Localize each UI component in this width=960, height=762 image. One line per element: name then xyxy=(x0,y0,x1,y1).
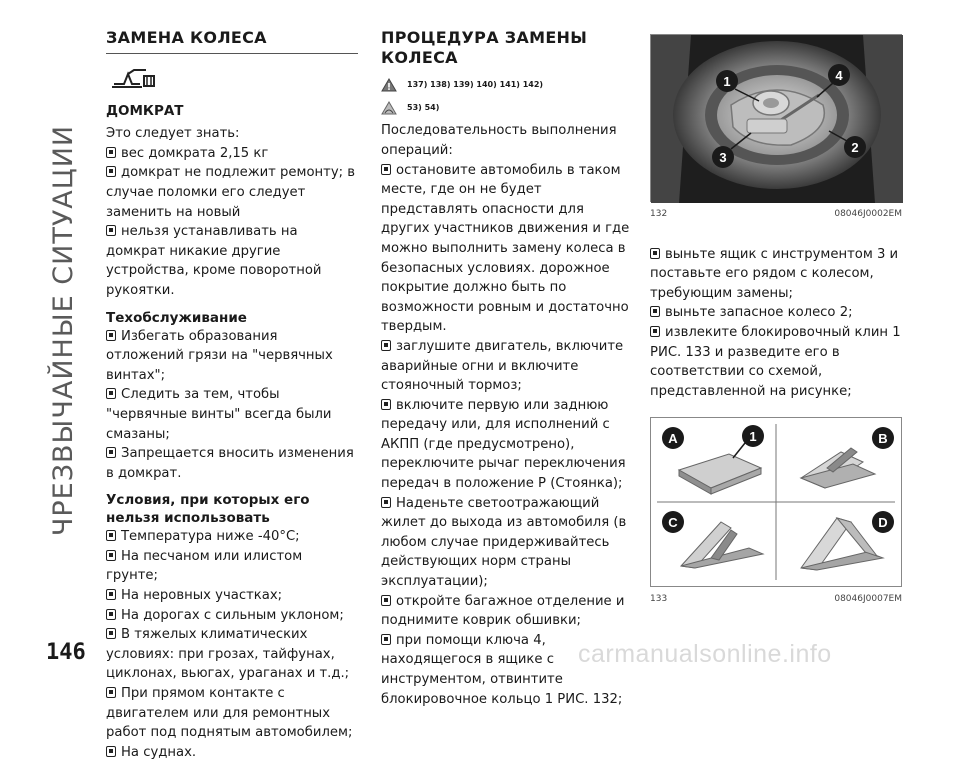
figure-133-caption xyxy=(650,590,902,610)
service-title: Техобслуживание xyxy=(106,309,247,326)
bullet-icon xyxy=(381,340,391,351)
bullet-icon xyxy=(381,595,391,606)
list-item: Запрещается вносить изменения в домкрат. xyxy=(106,446,354,481)
section-title-wheel-change: ЗАМЕНА КОЛЕСА xyxy=(106,28,267,47)
list-item: На песчаном или илистом грунте; xyxy=(106,548,303,584)
callout-label: 1 xyxy=(723,74,731,89)
watermark-url: carmanualsonline.info xyxy=(578,640,832,668)
list-item: выньте ящик с инструментом 3 и поставьте его рядом с колесом, требующим замены; xyxy=(650,246,899,301)
warning-triangle-icon xyxy=(381,78,397,92)
figure-code: 08046J0007EM xyxy=(834,594,902,605)
bullet-icon xyxy=(650,306,660,317)
title-divider xyxy=(106,53,358,54)
bullet-icon xyxy=(106,589,116,600)
list-item: При прямом контакте с двигателем или для ремонтных работ под поднятым автомобилем; xyxy=(106,686,353,741)
figure-number: 132 xyxy=(650,209,668,219)
jack-title: ДОМКРАТ xyxy=(106,103,184,120)
caution-triangle-icon xyxy=(381,101,397,115)
jack-intro: Это следует знать: xyxy=(106,126,240,142)
wedge-unfold-illustration xyxy=(651,418,901,586)
bullet-icon xyxy=(106,166,116,177)
bullet-icon xyxy=(106,530,116,541)
list-item: Температура ниже -40°C; xyxy=(106,527,358,547)
figure-number: 133 xyxy=(650,594,668,605)
list-item: откройте багажное отделение и поднимите коврик обшивки; xyxy=(381,593,625,629)
bullet-icon xyxy=(106,746,116,757)
list-item: извлеките блокировочный клин 1 РИС. 133 и разведите его в соответствии со схемой, представленной на рисунке; xyxy=(650,324,901,399)
bullet-icon xyxy=(106,388,116,399)
warning-refs-1: 137) 138) 139) 140) 141) 142) xyxy=(381,75,633,95)
step-label: C xyxy=(668,515,678,531)
callout-label: 4 xyxy=(835,68,843,83)
side-section-label: ЧРЕЗВЫЧАЙНЫЕ СИТУАЦИИ xyxy=(48,124,80,536)
callout-label: 1 xyxy=(749,429,757,445)
list-item: домкрат не подлежит ремонту; в случае поломки его следует заменить на новый xyxy=(106,165,356,220)
page-number: 146 xyxy=(46,640,86,665)
list-item: В тяжелых климатических условиях: при грозах, тайфунах, циклонах, вьюгах, ураганах и т.д.; xyxy=(106,627,350,682)
list-item: нельзя устанавливать на домкрат никакие другие устройства, кроме поворотной рукоятки. xyxy=(106,224,322,298)
bullet-icon xyxy=(106,609,116,620)
list-item: Следить за тем, чтобы "червячные винты" всегда были смазаны; xyxy=(106,387,332,442)
list-item: выньте запасное колесо 2; xyxy=(650,303,902,323)
column-jack xyxy=(106,28,358,762)
list-item: при помощи ключа 4, находящегося в ящике с инструментом, отвинтите блокировочное кольцо 1 РИС. 132; xyxy=(381,632,623,707)
side-section-tab xyxy=(46,20,82,640)
procedure-intro: Последовательность выполнения операций: xyxy=(381,123,617,158)
bullet-icon xyxy=(650,326,660,337)
bullet-icon xyxy=(106,628,116,639)
list-item: Наденьте светоотражающий жилет до выхода из автомобиля (в любом случае придерживайтесь действующих норм страны эксплуатации); xyxy=(381,495,627,590)
bullet-icon xyxy=(381,399,391,410)
list-item: На дорогах с сильным уклоном; xyxy=(106,606,358,626)
bullet-icon xyxy=(106,147,116,158)
bullet-icon xyxy=(106,447,116,458)
list-item: заглушите двигатель, включите аварийные огни и включите стояночный тормоз; xyxy=(381,338,624,394)
column-figures xyxy=(650,34,902,610)
section-title-procedure: ПРОЦЕДУРА ЗАМЕНЫ КОЛЕСА xyxy=(381,28,588,67)
bullet-icon xyxy=(381,164,391,175)
callout-label: 2 xyxy=(851,140,859,155)
trunk-spare-wheel-illustration xyxy=(651,35,903,203)
figure-code: 08046J0002EM xyxy=(834,209,902,219)
bullet-icon xyxy=(106,550,116,561)
column-procedure xyxy=(381,28,633,709)
list-item: включите первую или заднюю передачу или, для исполнений с АКПП (где предусмотрено), переключите рычаг переключения передач в положение P (Стоянка); xyxy=(381,397,626,492)
bullet-icon xyxy=(381,634,391,645)
callout-label: 3 xyxy=(719,150,727,165)
bullet-icon xyxy=(106,330,116,341)
jack-icon xyxy=(110,66,158,90)
figure-133-wedge-steps xyxy=(650,417,902,587)
bullet-icon xyxy=(106,225,116,236)
step-label: D xyxy=(878,515,888,531)
bullet-icon xyxy=(650,248,660,259)
step-label: B xyxy=(878,431,888,447)
list-item: вес домкрата 2,15 кг xyxy=(106,144,358,164)
bullet-icon xyxy=(381,497,391,508)
warning-refs-2: 53) 54) xyxy=(381,98,633,118)
figure-132-trunk xyxy=(650,34,902,202)
list-item: Избегать образования отложений грязи на "червячных винтах"; xyxy=(106,328,333,383)
bullet-icon xyxy=(106,687,116,698)
conditions-title: Условия, при которых его нельзя использовать xyxy=(106,492,310,527)
list-item: остановите автомобиль в таком месте, где он не будет представлять опасности для других участников движения и где можно выполнить замену колеса в безопасных условиях. дорожное покрытие должно быть по возможности ровным и достаточно твердым. xyxy=(381,162,630,335)
list-item: На суднах. xyxy=(106,743,358,762)
figure-132-caption xyxy=(650,205,902,225)
step-label: A xyxy=(668,431,678,447)
list-item: На неровных участках; xyxy=(106,586,358,606)
